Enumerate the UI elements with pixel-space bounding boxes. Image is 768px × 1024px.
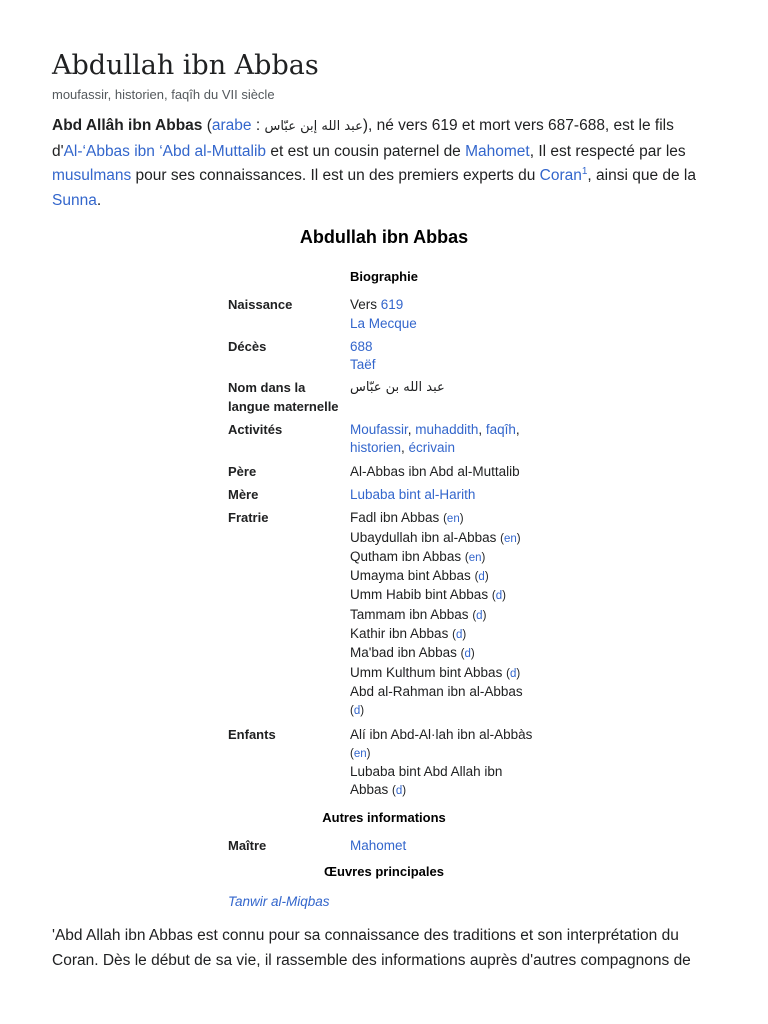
activity-link-faqih[interactable]: faqîh xyxy=(485,422,516,438)
infobox xyxy=(228,262,540,911)
sunna-link[interactable]: Sunna xyxy=(52,191,97,209)
label-pere: Père xyxy=(228,463,257,479)
sibling-item: Ubaydullah ibn al-Abbas (en) xyxy=(350,529,521,545)
row-deces xyxy=(228,335,540,377)
label-deces: Décès xyxy=(228,338,267,354)
child-lang-link[interactable]: en xyxy=(353,747,367,760)
label-maitre: Maître xyxy=(228,838,267,854)
death-year-link[interactable]: 688 xyxy=(350,338,373,354)
section-header-oeuvres: Œuvres principales xyxy=(324,864,444,880)
mother-link[interactable]: Lubaba bint al-Harith xyxy=(350,486,476,502)
intro-text: , ainsi que de la xyxy=(587,167,696,184)
sibling-name: Umm Kulthum bint Abbas xyxy=(350,664,503,680)
sibling-item: Qutham ibn Abbas (en) xyxy=(350,548,486,564)
sibling-lang-link[interactable]: d xyxy=(509,667,517,680)
sibling-item: Tammam ibn Abbas (d) xyxy=(350,606,487,622)
birth-year-link[interactable]: 619 xyxy=(380,297,404,313)
child-lang-link[interactable]: d xyxy=(395,785,403,798)
row-maitre xyxy=(228,834,540,857)
sibling-name: Ubaydullah ibn al-Abbas xyxy=(350,529,497,545)
footnote-link[interactable]: 1 xyxy=(581,166,588,177)
sibling-name: Umm Habib bint Abbas xyxy=(350,587,489,603)
section-header-biographie: Biographie xyxy=(350,269,418,284)
sibling-item: Umm Habib bint Abbas (d) xyxy=(350,587,506,603)
child-item: Alí ibn Abd-Al·lah ibn al-Abbàs (en) xyxy=(350,726,533,760)
sibling-lang-link[interactable]: d xyxy=(455,629,463,642)
sibling-name: Tammam ibn Abbas xyxy=(350,606,469,622)
page-title: Abdullah ibn Abbas xyxy=(52,50,319,81)
sibling-lang-link[interactable]: d xyxy=(476,609,483,622)
sibling-lang-link[interactable]: en xyxy=(503,532,517,545)
arabic-name: عبد الله إبن عبّاس xyxy=(264,119,363,134)
sibling-name: Abd al-Rahman ibn al-Abbas xyxy=(350,683,523,699)
section-header-autres: Autres informations xyxy=(322,809,446,825)
intro-bold-name: Abd Allâh ibn Abbas xyxy=(52,117,203,134)
oeuvre-link[interactable]: Tanwir al-Miqbas xyxy=(228,893,330,909)
intro-text: : xyxy=(251,117,265,134)
sibling-lang-link[interactable]: d xyxy=(464,648,471,661)
intro-paragraph xyxy=(52,114,722,213)
row-nom-langue xyxy=(228,376,540,418)
sibling-name: Ma'bad ibn Abbas xyxy=(350,645,457,661)
sibling-item: Umm Kulthum bint Abbas (d) xyxy=(350,664,521,680)
activity-link-moufassir[interactable]: Moufassir xyxy=(350,422,408,438)
sibling-name: Umayma bint Abbas xyxy=(350,568,471,584)
row-enfants xyxy=(228,723,540,803)
separator: , xyxy=(478,422,486,438)
intro-text: ( xyxy=(202,117,212,134)
native-name: عبد الله بن عبّاس xyxy=(350,380,445,396)
sibling-name: Qutham ibn Abbas xyxy=(350,548,462,564)
sibling-lang-link[interactable]: d xyxy=(353,705,361,718)
label-enfants: Enfants xyxy=(228,726,276,742)
coran-link[interactable]: Coran xyxy=(539,167,582,184)
sibling-item: Umayma bint Abbas (d) xyxy=(350,568,489,584)
label-naissance: Naissance xyxy=(228,297,293,313)
sibling-item: Ma'bad ibn Abbas (d) xyxy=(350,645,475,661)
activity-link-ecrivain[interactable]: écrivain xyxy=(408,440,456,456)
page-subtitle: moufassir, historien, faqîh du VII siècle xyxy=(52,87,275,102)
musulmans-link[interactable]: musulmans xyxy=(52,167,132,184)
sibling-lang-link[interactable]: en xyxy=(446,513,460,526)
intro-text: , Il est respecté par les xyxy=(529,142,686,160)
birth-prefix: Vers xyxy=(350,297,381,313)
label-fratrie: Fratrie xyxy=(228,510,269,526)
sibling-item: Kathir ibn Abbas (d) xyxy=(350,626,467,642)
birth-place-link[interactable]: La Mecque xyxy=(350,315,417,331)
father-link[interactable]: Al-‘Abbas ibn ‘Abd al-Muttalib xyxy=(63,142,267,160)
row-activites xyxy=(228,418,540,460)
sibling-item: Abd al-Rahman ibn al-Abbas (d) xyxy=(350,683,523,718)
row-fratrie xyxy=(228,506,540,722)
separator: , xyxy=(515,422,520,438)
sibling-item: Fadl ibn Abbas (en) xyxy=(350,510,464,526)
row-pere xyxy=(228,460,540,483)
sibling-name: Fadl ibn Abbas xyxy=(350,510,440,526)
label-mere: Mère xyxy=(228,486,259,502)
label-activites: Activités xyxy=(228,422,283,438)
sibling-list xyxy=(350,509,540,720)
children-list xyxy=(350,726,540,801)
body-paragraph: 'Abd Allah ibn Abbas est connu pour sa connaissance des traditions et son interprétation du Coran. Dès le début de sa vie, il rassemble des informations auprès d'autres compagnons de xyxy=(52,927,691,969)
row-mere xyxy=(228,483,540,506)
separator: , xyxy=(407,422,416,438)
sibling-name: Kathir ibn Abbas xyxy=(350,626,449,642)
child-item: Lubaba bint Abd Allah ibn Abbas (d) xyxy=(350,764,503,798)
intro-text: ), né vers 619 et mort vers 687-688, est le fils d' xyxy=(52,117,674,160)
mahomet-link[interactable]: Mahomet xyxy=(465,142,530,160)
intro-text: et est un cousin paternel de xyxy=(266,142,466,160)
maitre-link[interactable]: Mahomet xyxy=(350,838,407,854)
father-value: Al-Abbas ibn Abd al-Muttalib xyxy=(350,463,520,479)
intro-text: pour ses connaissances. Il est un des premiers experts du xyxy=(131,167,540,184)
sibling-lang-link[interactable]: en xyxy=(468,551,482,564)
child-name: Lubaba bint Abd Allah ibn Abbas xyxy=(350,764,503,798)
activity-link-muhaddith[interactable]: muhaddith xyxy=(415,422,479,438)
label-nom-langue: Nom dans la langue maternelle xyxy=(228,380,339,414)
infobox-title: Abdullah ibn Abbas xyxy=(299,227,469,247)
row-naissance xyxy=(228,293,540,335)
child-name: Alí ibn Abd-Al·lah ibn al-Abbàs xyxy=(350,726,533,742)
separator: , xyxy=(401,440,409,456)
sibling-lang-link[interactable]: d xyxy=(495,590,503,603)
intro-text: . xyxy=(96,191,102,209)
activity-link-historien[interactable]: historien xyxy=(350,440,402,456)
death-place-link[interactable]: Taëf xyxy=(350,357,376,373)
sibling-lang-link[interactable]: d xyxy=(478,571,485,584)
arabe-link[interactable]: arabe xyxy=(211,117,252,134)
